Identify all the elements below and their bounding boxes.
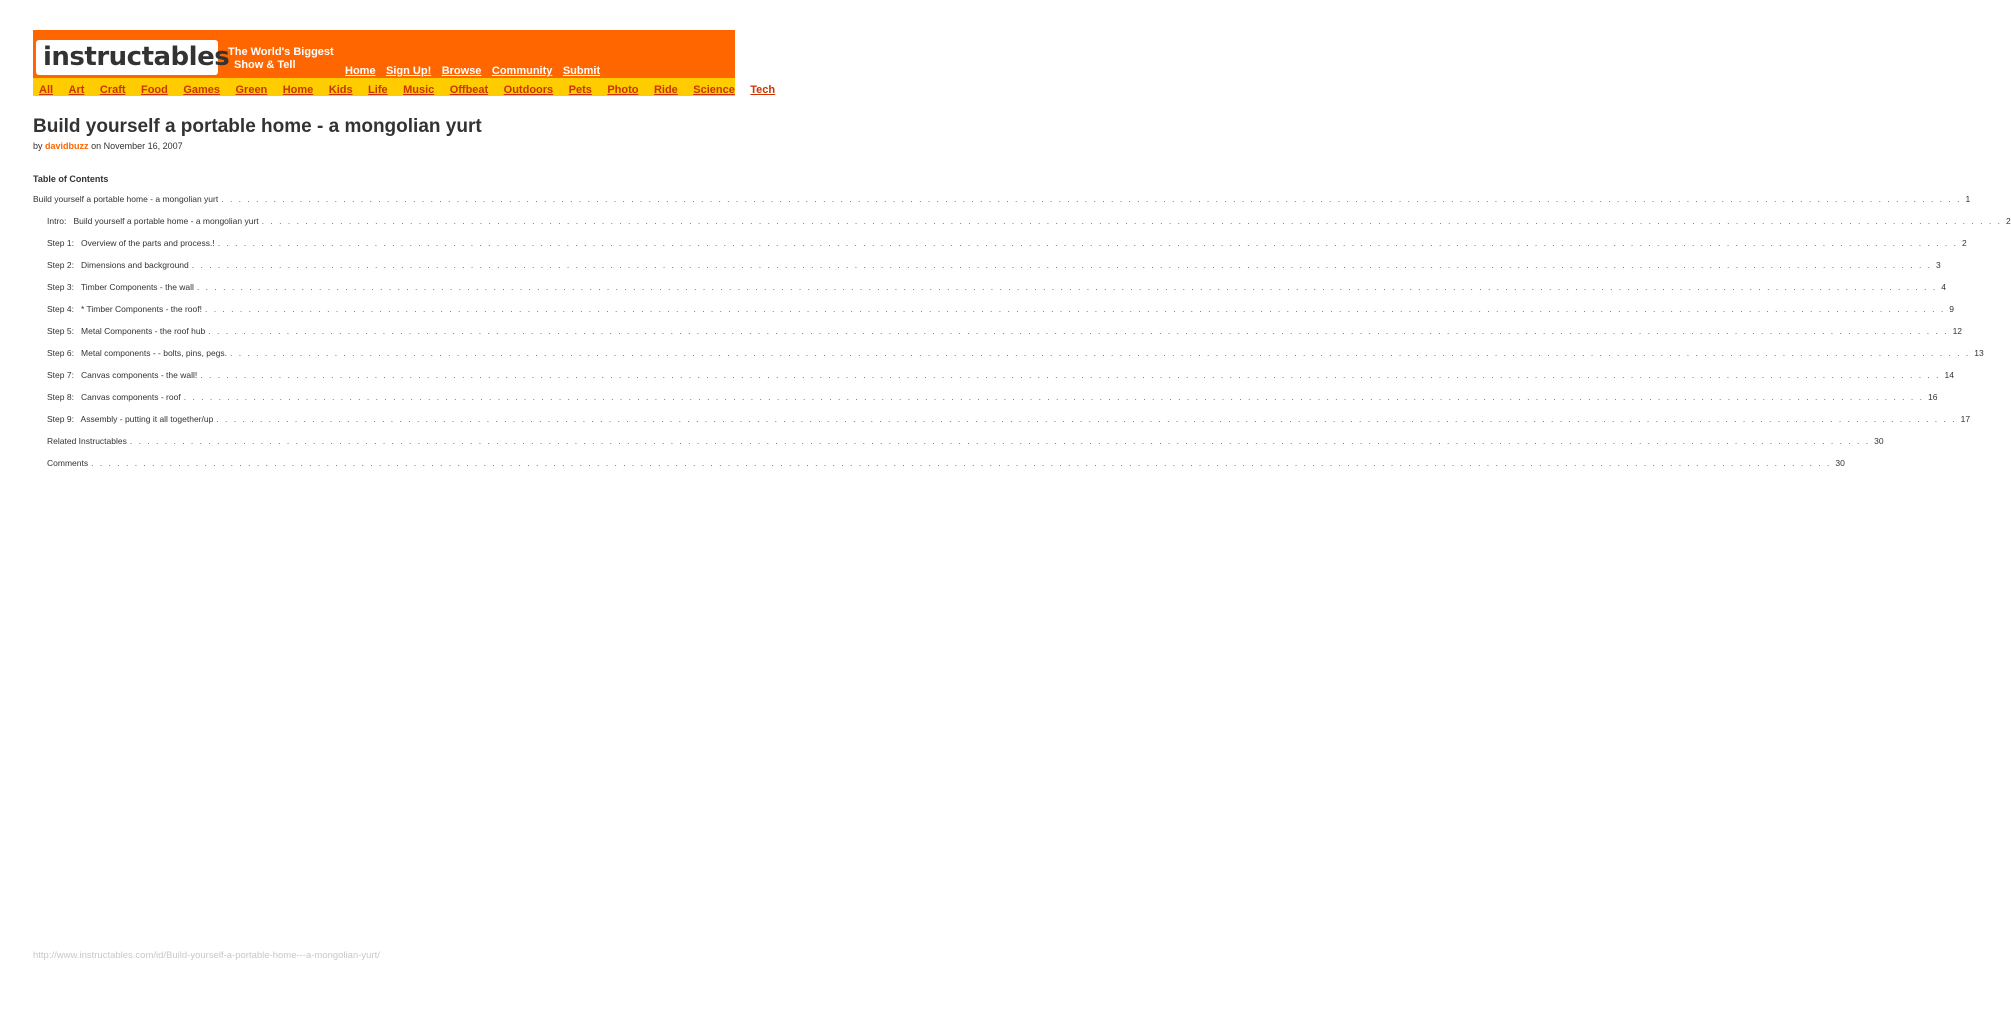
toc-entry-page: 14 xyxy=(1944,370,1954,380)
toc-leader-dots: . . . . . . . . . . . . . . . . . . . . . . . . . . . . . . . . . . . . . . . . . . . . . . . . . . . . . . . . . . . . . . . . . . . . . . . . . . . . . . . . . . . . . . . . . . . . . . . . . . . . . . . . . . . . . . . . . . . . . . . . . . . . . . . . . . . . . . . . . . . . . . . . . . . . . . . . . . . . . . . . . . . . . . . . . . . . . . . . . . . . . . . . . . . . . . . . . . . . . . . . xyxy=(200,370,1941,380)
toc-entry-page: 4 xyxy=(1941,282,1946,292)
toc-leader-dots: . . . . . . . . . . . . . . . . . . . . . . . . . . . . . . . . . . . . . . . . . . . . . . . . . . . . . . . . . . . . . . . . . . . . . . . . . . . . . . . . . . . . . . . . . . . . . . . . . . . . . . . . . . . . . . . . . . . . . . . . . . . . . . . . . . . . . . . . . . . . . . . . . . . . . . . . . . . . . . . . . . . . . . . . . . . . . . . . . . . . . . . . . . . . . . . . . . . . . . . . xyxy=(204,304,1946,314)
category-offbeat[interactable]: Offbeat xyxy=(449,84,489,96)
toc-entry-label: Intro: Build yourself a portable home - a mongolian yurt xyxy=(33,216,262,226)
category-all[interactable]: All xyxy=(39,84,54,96)
toc-entry-label: Step 7: Canvas components - the wall! xyxy=(33,370,200,380)
category-art[interactable]: Art xyxy=(68,84,85,96)
category-life[interactable]: Life xyxy=(368,84,388,96)
toc-entry[interactable] xyxy=(33,436,1884,458)
toc-entry[interactable] xyxy=(33,194,1971,216)
nav-submit[interactable]: Submit xyxy=(562,65,601,77)
site-header xyxy=(33,30,776,96)
toc-entry-page: 30 xyxy=(1874,436,1884,446)
toc-entry[interactable] xyxy=(33,326,1963,348)
site-logo[interactable] xyxy=(36,40,230,75)
toc-leader-dots: . . . . . . . . . . . . . . . . . . . . . . . . . . . . . . . . . . . . . . . . . . . . . . . . . . . . . . . . . . . . . . . . . . . . . . . . . . . . . . . . . . . . . . . . . . . . . . . . . . . . . . . . . . . . . . . . . . . . . . . . . . . . . . . . . . . . . . . . . . . . . . . . . . . . . . . . . . . . . . . . . . . . . . . . . . . . . . . . . . . . . . . . . . . . . . . . . . . . . . . . xyxy=(261,216,2002,226)
toc-entry[interactable] xyxy=(33,458,1845,480)
byline-by: by xyxy=(33,141,43,151)
byline xyxy=(33,141,183,151)
toc-entry[interactable] xyxy=(33,216,2011,238)
toc-entry-label: Step 2: Dimensions and background xyxy=(33,260,192,270)
toc-leader-dots: . . . . . . . . . . . . . . . . . . . . . . . . . . . . . . . . . . . . . . . . . . . . . . . . . . . . . . . . . . . . . . . . . . . . . . . . . . . . . . . . . . . . . . . . . . . . . . . . . . . . . . . . . . . . . . . . . . . . . . . . . . . . . . . . . . . . . . . . . . . . . . . . . . . . . . . . . . . . . . . . . . . . . . . . . . . . . . . . . . . . . . . . . . . . . . . . . . . . . . . . xyxy=(208,326,1949,336)
toc-entry-page: 12 xyxy=(1952,326,1963,336)
toc-entry-label: Step 1: Overview of the parts and process.! xyxy=(33,238,218,248)
toc-entry-page: 13 xyxy=(1974,348,1984,358)
category-nav xyxy=(33,78,776,96)
toc-entry-page: 3 xyxy=(1936,260,1941,270)
toc-entry-page: 30 xyxy=(1835,458,1845,468)
toc-entry-label: Step 6: Metal components - - bolts, pins, pegs. xyxy=(33,348,230,358)
toc-entry-label: Build yourself a portable home - a mongolian yurt xyxy=(33,194,221,204)
toc-entry-page: 2 xyxy=(2005,216,2011,226)
toc-entry[interactable] xyxy=(33,304,1954,326)
toc-leader-dots: . . . . . . . . . . . . . . . . . . . . . . . . . . . . . . . . . . . . . . . . . . . . . . . . . . . . . . . . . . . . . . . . . . . . . . . . . . . . . . . . . . . . . . . . . . . . . . . . . . . . . . . . . . . . . . . . . . . . . . . . . . . . . . . . . . . . . . . . . . . . . . . . . . . . . . . . . . . . . . . . . . . . . . . . . . . . . . . . . . . . . . . . . . . . . . . . . . . . . . . . xyxy=(216,414,1957,424)
category-food[interactable]: Food xyxy=(140,84,168,96)
toc-entry-page: 16 xyxy=(1928,392,1938,402)
author-link[interactable]: davidbuzz xyxy=(45,141,89,151)
toc-entry-page: 17 xyxy=(1960,414,1971,424)
category-kids[interactable]: Kids xyxy=(328,84,353,96)
toc-entry-label: Step 5: Metal Components - the roof hub xyxy=(33,326,208,336)
toc-leader-dots: . . . . . . . . . . . . . . . . . . . . . . . . . . . . . . . . . . . . . . . . . . . . . . . . . . . . . . . . . . . . . . . . . . . . . . . . . . . . . . . . . . . . . . . . . . . . . . . . . . . . . . . . . . . . . . . . . . . . . . . . . . . . . . . . . . . . . . . . . . . . . . . . . . . . . . . . . . . . . . . . . . . . . . . . . . . . . . . . . . . . . . . . . . . . . . . . . . . . . . . . xyxy=(217,238,1959,248)
toc-entry[interactable] xyxy=(33,260,1941,282)
toc-leader-dots: . . . . . . . . . . . . . . . . . . . . . . . . . . . . . . . . . . . . . . . . . . . . . . . . . . . . . . . . . . . . . . . . . . . . . . . . . . . . . . . . . . . . . . . . . . . . . . . . . . . . . . . . . . . . . . . . . . . . . . . . . . . . . . . . . . . . . . . . . . . . . . . . . . . . . . . . . . . . . . . . . . . . . . . . . . . . . . . . . . . . . . . . . . . . . . . . . . . . . . . . xyxy=(91,458,1832,468)
article-title: Build yourself a portable home - a mongolian yurt xyxy=(33,116,482,137)
publish-date: on November 16, 2007 xyxy=(91,141,183,151)
toc-entry[interactable] xyxy=(33,392,1938,414)
top-nav xyxy=(345,61,606,79)
category-science[interactable]: Science xyxy=(693,84,735,96)
nav-home[interactable]: Home xyxy=(345,65,376,77)
toc-entry[interactable] xyxy=(33,282,1946,304)
nav-browse[interactable]: Browse xyxy=(441,65,482,77)
site-tagline xyxy=(228,46,334,72)
toc-entry-label: Step 3: Timber Components - the wall xyxy=(33,282,197,292)
footer-url[interactable]: http://www.instructables.com/id/Build-yourself-a-portable-home---a-mongolian-yurt/ xyxy=(33,950,380,961)
toc-leader-dots: . . . . . . . . . . . . . . . . . . . . . . . . . . . . . . . . . . . . . . . . . . . . . . . . . . . . . . . . . . . . . . . . . . . . . . . . . . . . . . . . . . . . . . . . . . . . . . . . . . . . . . . . . . . . . . . . . . . . . . . . . . . . . . . . . . . . . . . . . . . . . . . . . . . . . . . . . . . . . . . . . . . . . . . . . . . . . . . . . . . . . . . . . . . . . . . . . . . . . . . . xyxy=(196,282,1938,292)
toc-entry[interactable] xyxy=(33,414,1971,436)
category-games[interactable]: Games xyxy=(183,84,221,96)
category-ride[interactable]: Ride xyxy=(653,84,678,96)
toc-leader-dots: . . . . . . . . . . . . . . . . . . . . . . . . . . . . . . . . . . . . . . . . . . . . . . . . . . . . . . . . . . . . . . . . . . . . . . . . . . . . . . . . . . . . . . . . . . . . . . . . . . . . . . . . . . . . . . . . . . . . . . . . . . . . . . . . . . . . . . . . . . . . . . . . . . . . . . . . . . . . . . . . . . . . . . . . . . . . . . . . . . . . . . . . . . . . . . . . . . . . . . . . xyxy=(129,436,1871,446)
tagline-line-1: The World's Biggest xyxy=(228,46,334,58)
category-outdoors[interactable]: Outdoors xyxy=(503,84,554,96)
toc-entry-label: Comments xyxy=(33,458,91,468)
category-craft[interactable]: Craft xyxy=(99,84,126,96)
toc-entry-label: Step 9: Assembly - putting it all together/up xyxy=(33,414,216,424)
toc-leader-dots: . . . . . . . . . . . . . . . . . . . . . . . . . . . . . . . . . . . . . . . . . . . . . . . . . . . . . . . . . . . . . . . . . . . . . . . . . . . . . . . . . . . . . . . . . . . . . . . . . . . . . . . . . . . . . . . . . . . . . . . . . . . . . . . . . . . . . . . . . . . . . . . . . . . . . . . . . . . . . . . . . . . . . . . . . . . . . . . . . . . . . . . . . . . . . . . . . . . . . . . . xyxy=(191,260,1933,270)
category-home[interactable]: Home xyxy=(282,84,314,96)
tagline-line-2: Show & Tell xyxy=(234,59,296,71)
toc-entry-label: Related Instructables xyxy=(33,436,130,446)
table-of-contents xyxy=(33,194,2011,480)
category-music[interactable]: Music xyxy=(403,84,435,96)
nav-sign-up[interactable]: Sign Up! xyxy=(386,65,432,77)
toc-entry-page: 1 xyxy=(1965,194,1971,204)
category-photo[interactable]: Photo xyxy=(607,84,639,96)
toc-leader-dots: . . . . . . . . . . . . . . . . . . . . . . . . . . . . . . . . . . . . . . . . . . . . . . . . . . . . . . . . . . . . . . . . . . . . . . . . . . . . . . . . . . . . . . . . . . . . . . . . . . . . . . . . . . . . . . . . . . . . . . . . . . . . . . . . . . . . . . . . . . . . . . . . . . . . . . . . . . . . . . . . . . . . . . . . . . . . . . . . . . . . . . . . . . . . . . . . . . . . . . . . xyxy=(230,348,1971,358)
logo-text: instructables xyxy=(43,42,230,72)
category-tech[interactable]: Tech xyxy=(750,84,776,96)
toc-entry[interactable] xyxy=(33,370,1954,392)
toc-entry-label: Step 4: * Timber Components - the roof! xyxy=(33,304,205,314)
toc-entry-label: Step 8: Canvas components - roof xyxy=(33,392,184,402)
nav-community[interactable]: Community xyxy=(491,65,553,77)
toc-heading: Table of Contents xyxy=(33,174,109,184)
toc-leader-dots: . . . . . . . . . . . . . . . . . . . . . . . . . . . . . . . . . . . . . . . . . . . . . . . . . . . . . . . . . . . . . . . . . . . . . . . . . . . . . . . . . . . . . . . . . . . . . . . . . . . . . . . . . . . . . . . . . . . . . . . . . . . . . . . . . . . . . . . . . . . . . . . . . . . . . . . . . . . . . . . . . . . . . . . . . . . . . . . . . . . . . . . . . . . . . . . . . . . . . . . . xyxy=(221,194,1962,204)
category-pets[interactable]: Pets xyxy=(568,84,592,96)
toc-entry[interactable] xyxy=(33,238,1967,260)
toc-entry-page: 2 xyxy=(1962,238,1967,248)
toc-entry[interactable] xyxy=(33,348,1984,370)
category-green[interactable]: Green xyxy=(235,84,268,96)
toc-leader-dots: . . . . . . . . . . . . . . . . . . . . . . . . . . . . . . . . . . . . . . . . . . . . . . . . . . . . . . . . . . . . . . . . . . . . . . . . . . . . . . . . . . . . . . . . . . . . . . . . . . . . . . . . . . . . . . . . . . . . . . . . . . . . . . . . . . . . . . . . . . . . . . . . . . . . . . . . . . . . . . . . . . . . . . . . . . . . . . . . . . . . . . . . . . . . . . . . . . . . . . . . xyxy=(183,392,1924,402)
toc-entry-page: 9 xyxy=(1949,304,1954,314)
